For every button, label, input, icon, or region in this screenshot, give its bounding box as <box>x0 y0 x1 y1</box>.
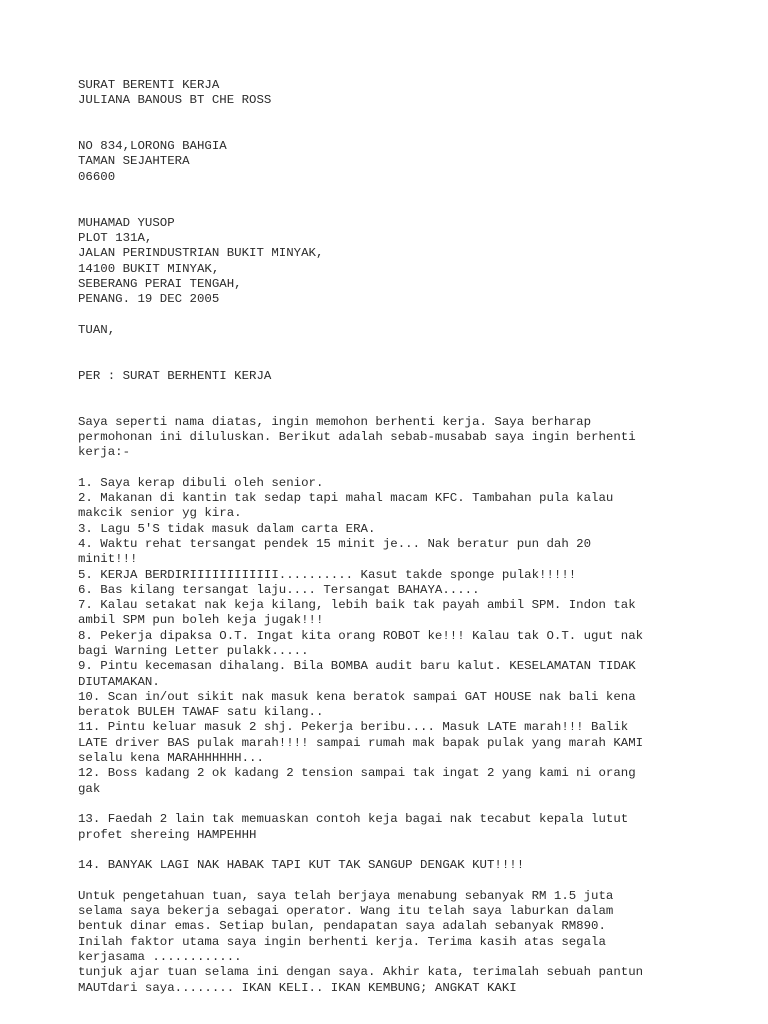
intro-line: permohonan ini diluluskan. Berikut adalah sebab-musabab saya ingin berhenti <box>78 429 636 444</box>
subject-line: PER : SURAT BERHENTI KERJA <box>78 368 272 383</box>
sender-name: JULIANA BANOUS BT CHE ROSS <box>78 93 272 108</box>
reason-line: 4. Waktu rehat tersangat pendek 15 minit je... Nak beratur pun dah 20 <box>78 536 592 551</box>
letter-title: SURAT BERENTI KERJA <box>78 78 220 92</box>
letter-page <box>78 78 758 996</box>
reason-line: DIUTAMAKAN. <box>78 674 160 689</box>
closing-line: Inilah faktor utama saya ingin berhenti kerja. Terima kasih atas segala <box>78 934 606 949</box>
closing-line: tunjuk ajar tuan selama ini dengan saya. Akhir kata, terimalah sebuah pantun <box>78 965 644 980</box>
closing-line: Untuk pengetahuan tuan, saya telah berjaya menabung sebanyak RM 1.5 juta <box>78 888 614 903</box>
reason-line: minit!!! <box>78 552 138 567</box>
recipient-address-line: JALAN PERINDUSTRIAN BUKIT MINYAK, <box>78 246 324 261</box>
recipient-address-line: PENANG. 19 DEC 2005 <box>78 292 220 307</box>
recipient-address-line: SEBERANG PERAI TENGAH, <box>78 276 242 291</box>
sender-address-line: NO 834,LORONG BAHGIA <box>78 139 227 154</box>
recipient-address-line: MUHAMAD YUSOP <box>78 215 175 230</box>
letter-header <box>78 78 758 109</box>
reason-line: profet shereing HAMPEHHH <box>78 827 257 842</box>
recipient-address-line: PLOT 131A, <box>78 230 153 245</box>
reason-line: 1. Saya kerap dibuli oleh senior. <box>78 475 324 490</box>
sender-address-line: 06600 <box>78 169 116 184</box>
reason-line: 8. Pekerja dipaksa O.T. Ingat kita orang ROBOT ke!!! Kalau tak O.T. ugut nak <box>78 628 644 643</box>
salutation: TUAN, <box>78 322 116 337</box>
reason-line: 12. Boss kadang 2 ok kadang 2 tension sampai tak ingat 2 yang kami ni orang <box>78 766 636 781</box>
intro-paragraph <box>78 415 758 461</box>
reason-line: 2. Makanan di kantin tak sedap tapi mahal macam KFC. Tambahan pula kalau <box>78 491 614 506</box>
reason-line: 5. KERJA BERDIRIIIIIIIIIIII.......... Kasut takde sponge pulak!!!!! <box>78 567 577 582</box>
reason-line: 10. Scan in/out sikit nak masuk kena beratok sampai GAT HOUSE nak bali kena <box>78 689 636 704</box>
reason-line: ambil SPM pun boleh keja jugak!!! <box>78 613 324 628</box>
reasons-list <box>78 476 758 797</box>
reason-14: 14. BANYAK LAGI NAK HABAK TAPI KUT TAK SANGUP DENGAK KUT!!!! <box>78 858 525 873</box>
intro-line: kerja:- <box>78 445 131 460</box>
closing-line: kerjasama ............ <box>78 949 242 964</box>
reason-line: 7. Kalau setakat nak keja kilang, lebih baik tak payah ambil SPM. Indon tak <box>78 598 636 613</box>
intro-line: Saya seperti nama diatas, ingin memohon berhenti kerja. Saya berharap <box>78 414 592 429</box>
recipient-address-line: 14100 BUKIT MINYAK, <box>78 261 220 276</box>
reason-line: 6. Bas kilang tersangat laju.... Tersangat BAHAYA..... <box>78 582 480 597</box>
reason-13 <box>78 812 758 843</box>
reason-line: selalu kena MARAHHHHHH... <box>78 751 264 766</box>
closing-line: bentuk dinar emas. Setiap bulan, pendapatan saya adalah sebanyak RM890. <box>78 919 606 934</box>
recipient-address <box>78 216 758 308</box>
reason-line: makcik senior yg kira. <box>78 506 242 521</box>
reason-line: LATE driver BAS pulak marah!!!! sampai rumah mak bapak pulak yang marah KAMI <box>78 735 644 750</box>
sender-address <box>78 139 758 185</box>
reason-line: 9. Pintu kecemasan dihalang. Bila BOMBA audit baru kalut. KESELAMATAN TIDAK <box>78 659 636 674</box>
reason-line: 13. Faedah 2 lain tak memuaskan contoh keja bagai nak tecabut kepala lutut <box>78 812 629 827</box>
closing-line: selama saya bekerja sebagai operator. Wang itu telah saya laburkan dalam <box>78 904 614 919</box>
sender-address-line: TAMAN SEJAHTERA <box>78 154 190 169</box>
reason-line: 3. Lagu 5'S tidak masuk dalam carta ERA. <box>78 521 376 536</box>
closing-paragraph <box>78 889 758 996</box>
closing-line: MAUTdari saya........ IKAN KELI.. IKAN KEMBUNG; ANGKAT KAKI <box>78 980 517 995</box>
reason-line: 11. Pintu keluar masuk 2 shj. Pekerja beribu.... Masuk LATE marah!!! Balik <box>78 720 629 735</box>
reason-line: gak <box>78 781 101 796</box>
reason-line: bagi Warning Letter pulakk..... <box>78 643 309 658</box>
reason-line: beratok BULEH TAWAF satu kilang.. <box>78 705 324 720</box>
